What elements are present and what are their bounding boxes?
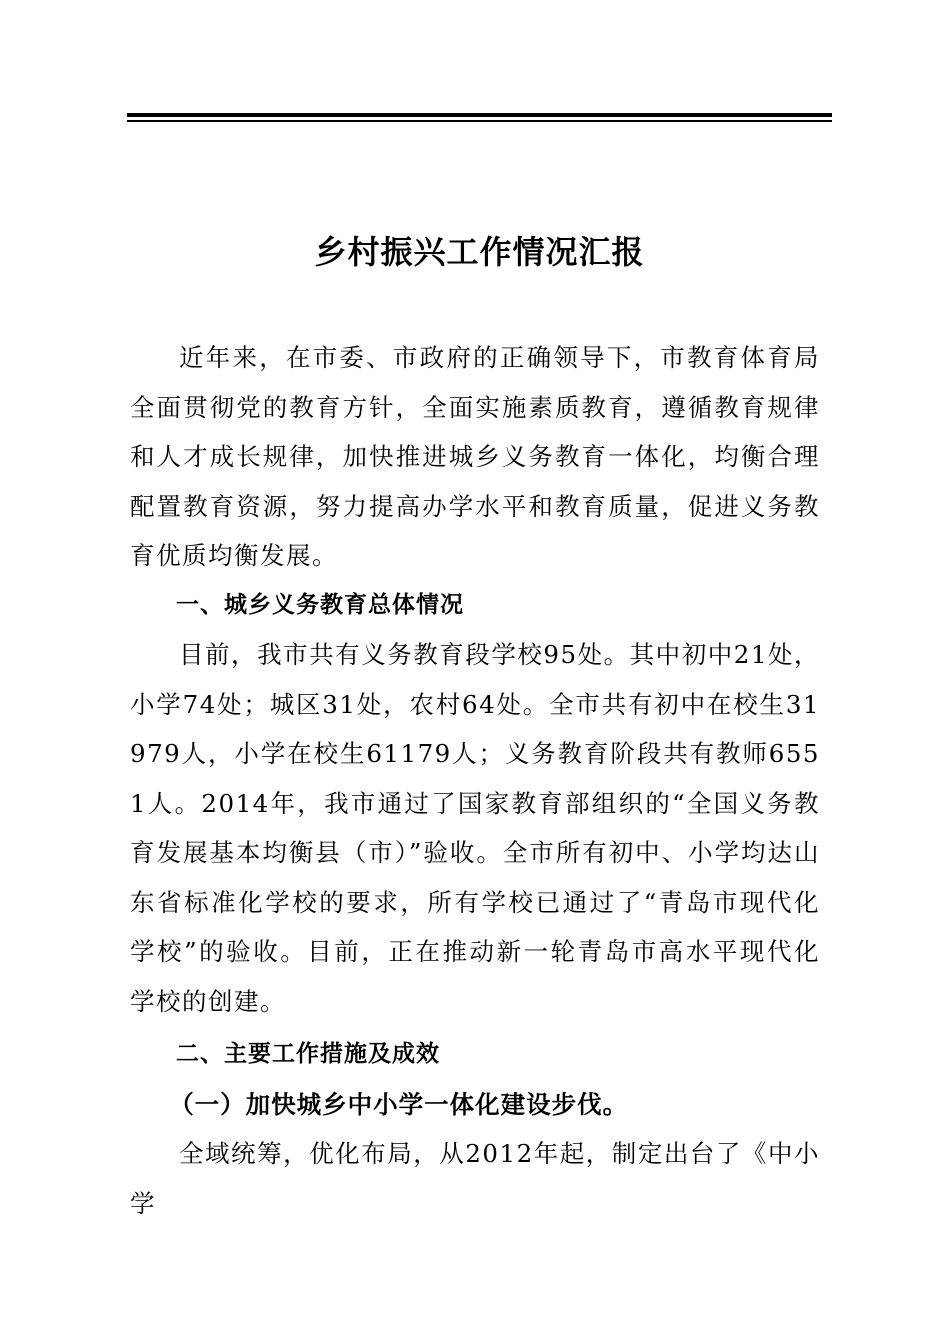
header-rule-thin xyxy=(127,120,832,122)
document-title: 乡村振兴工作情况汇报 xyxy=(314,233,645,271)
document-body xyxy=(130,333,820,1228)
section-2-heading: 二、主要工作措施及成效 xyxy=(176,1041,440,1067)
header-rule-thick xyxy=(127,113,832,117)
section-1-heading: 一、城乡义务教育总体情况 xyxy=(176,591,464,618)
subsection-1-paragraph: 全域统筹，优化布局，从2012年起，制定出台了《中小学 xyxy=(130,1139,820,1218)
subsection-1-heading: （一）加快城乡中小学一体化建设步伐。 xyxy=(169,1089,629,1119)
section-1-paragraph: 目前，我市共有义务教育段学校95处。其中初中21处，小学74处；城区31处，农村64处。全市共有初中在校生31979人，小学在校生61179人；义务教育阶段共有教师6551人。2014年，我市通过了国家教育部组织的“全国义务教育发展基本均衡县（市）”验收。全市所有初中、小学均达山东省标准化学校的要求，所有学校已通过了“青岛市现代化学校”的验收。目前，正在推动新一轮青岛市高水平现代化学校的创建。 xyxy=(130,640,820,1016)
intro-paragraph: 近年来，在市委、市政府的正确领导下，市教育体育局全面贯彻党的教育方针，全面实施素质教育，遵循教育规律和人才成长规律，加快推进城乡义务教育一体化，均衡合理配置教育资源，努力提高办学水平和教育质量，促进义务教育优质均衡发展。 xyxy=(130,343,820,570)
